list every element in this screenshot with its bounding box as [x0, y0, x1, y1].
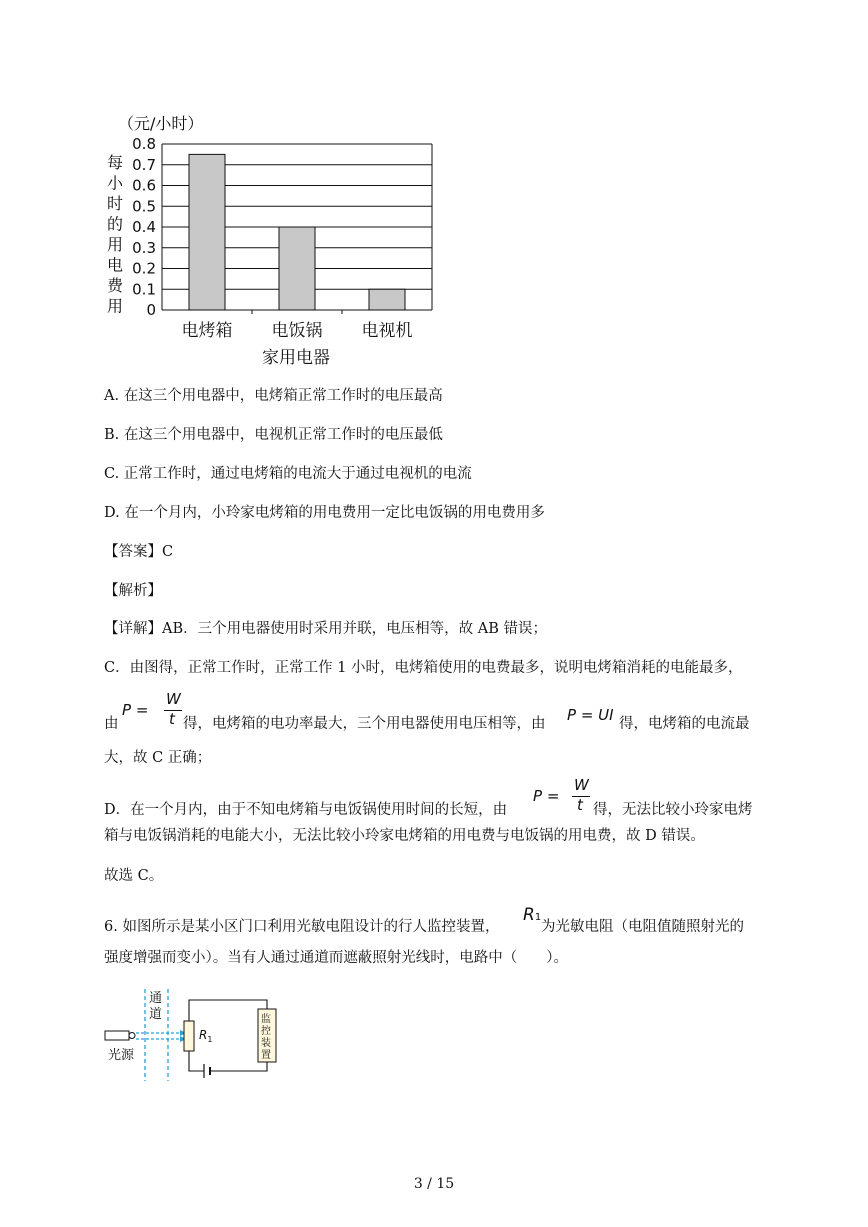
question-6-line-1-prefix: 6. 如图所示是某小区门口利用光敏电阻设计的行人监控装置，: [104, 919, 500, 935]
r1-subscript: 1: [534, 912, 542, 923]
formula-w: W: [574, 776, 589, 794]
circuit-wire-bottom-left: [189, 1051, 204, 1071]
detail-line-4: 大，故 C 正确；: [104, 750, 212, 766]
y-label-char: 小: [106, 173, 124, 193]
formula-w: W: [166, 690, 181, 708]
circuit-wire-bottom-right: [210, 1062, 267, 1071]
formula-t: t: [169, 710, 175, 728]
detail-line-5-prefix: D．在一个月内，由于不知电烤箱与电饭锅使用时间的长短，由: [104, 802, 508, 818]
detail-line-5-suffix: 得，无法比较小玲家电烤: [593, 802, 753, 818]
option-a: A. 在这三个用电器中，电烤箱正常工作时的电压最高: [104, 388, 443, 404]
circuit-diagram: [100, 985, 290, 1085]
bar-1: [189, 154, 225, 310]
channel-label-2: 道: [149, 1007, 163, 1022]
monitor-label-1: 监: [261, 1014, 271, 1025]
answer: 【答案】C: [104, 544, 174, 560]
chart-xlabel: 家用电器: [262, 348, 330, 368]
y-tick-label: 0.7: [132, 155, 156, 174]
detail-line-2: C．由图得，正常工作时，正常工作 1 小时，电烤箱使用的电费最多，说明电烤箱消耗的电能最多，: [104, 660, 743, 676]
formula-p-eq: P =: [533, 787, 560, 805]
page-number: 3 / 15: [413, 1176, 455, 1192]
detail-line-1: 【详解】AB．三个用电器使用时采用并联，电压相等，故 AB 错误；: [104, 621, 547, 637]
formula-p-eq: P =: [122, 701, 149, 719]
y-label-char: 用: [106, 235, 124, 254]
y-tick-label: 0.2: [132, 259, 156, 278]
bar-3: [369, 289, 405, 310]
formula-t: t: [577, 796, 583, 814]
channel-label-1: 通: [149, 991, 163, 1006]
y-tick-label: 0: [146, 301, 156, 319]
circuit-wire-top: [189, 1000, 267, 1021]
formula-p-ui: P = UI: [567, 706, 614, 724]
y-tick-label: 0.5: [132, 197, 156, 216]
x-category-label: 电视机: [361, 321, 413, 341]
light-source-label: 光源: [108, 1048, 135, 1063]
formula-p-w-over-t-1: [122, 690, 192, 730]
analysis-label: 【解析】: [104, 583, 162, 599]
y-label-char: 费: [106, 276, 124, 295]
x-category-label: 电饭锅: [271, 321, 323, 341]
question-6-r1: [523, 905, 541, 925]
r1-symbol: R: [523, 905, 535, 925]
photoresistor-r1: [184, 1021, 194, 1051]
monitor-label-2: 控: [261, 1026, 271, 1037]
chart-unit-label: （元/小时）: [118, 114, 204, 133]
light-source: [105, 1031, 129, 1040]
y-label-char: 电: [106, 255, 124, 275]
question-6-line-1-suffix: 为光敏电阻（电阻值随照射光的: [541, 919, 744, 935]
y-label-char: 每: [106, 153, 124, 172]
chart-y-ticks: [132, 135, 156, 319]
x-category-label: 电烤箱: [181, 321, 233, 341]
detail-line-3-mid: 得，电烤箱的电功率最大，三个用电器使用电压相等，由: [183, 716, 546, 732]
bar-2: [279, 227, 315, 310]
bar-chart: [100, 108, 440, 373]
y-label-char: 的: [106, 214, 124, 234]
y-tick-label: 0.3: [132, 238, 156, 257]
detail-line-6: 箱与电饭锅消耗的电能大小，无法比较小玲家电烤箱的用电费与电饭锅的用电费，故 D 错误。: [104, 828, 705, 844]
y-tick-label: 0.4: [132, 218, 156, 236]
detail-conclusion: 故选 C。: [104, 868, 164, 884]
chart-bars: [189, 154, 405, 310]
chart-x-categories: [182, 321, 413, 341]
light-source-lens: [129, 1033, 135, 1039]
detail-line-3-suffix: 得，电烤箱的电流最: [619, 716, 750, 732]
option-d: D. 在一个月内，小玲家电烤箱的用电费用一定比电饭锅的用电费用多: [104, 505, 545, 521]
monitor-label-4: 置: [261, 1050, 271, 1061]
y-tick-label: 0.1: [132, 280, 156, 299]
detail-line-3-prefix: 由: [104, 716, 119, 732]
y-label-char: 时: [106, 194, 124, 213]
monitor-label-3: 装: [261, 1038, 271, 1049]
resistor-label: $R_1$: [199, 1028, 213, 1044]
option-c: C. 正常工作时，通过电烤箱的电流大于通过电视机的电流: [104, 466, 472, 482]
chart-ylabel: [107, 153, 124, 316]
option-b: B. 在这三个用电器中，电视机正常工作时的电压最低: [104, 427, 443, 443]
y-tick-label: 0.6: [132, 176, 156, 195]
question-6-line-2: 强度增强而变小）。当有人通过通道而遮蔽照射光线时，电路中（ ）。: [104, 950, 568, 966]
y-tick-label: 0.8: [132, 135, 156, 153]
y-label-char: 用: [106, 296, 124, 316]
